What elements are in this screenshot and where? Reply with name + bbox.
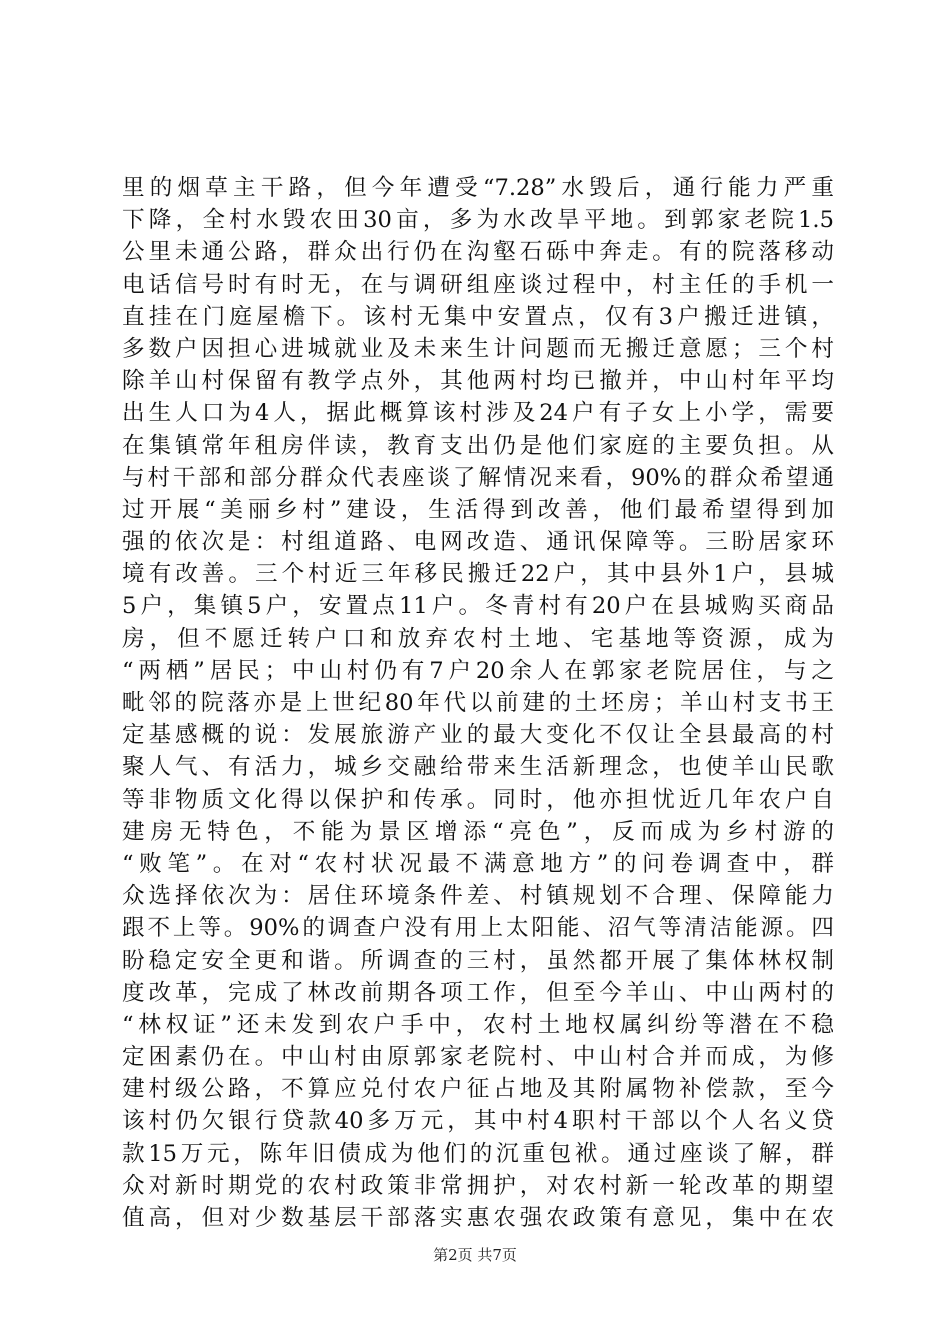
text-line: 跟不上等。90%的调查户没有用上太阳能、沼气等清洁能源。四 bbox=[122, 915, 834, 942]
text-line: 建房无特色，不能为景区增添“亮色”，反而成为乡村游的 bbox=[122, 818, 834, 845]
text-line: “两栖”居民；中山村仍有7户20余人在郭家老院居住，与之 bbox=[122, 657, 834, 684]
text-line: 里的烟草主干路，但今年遭受“7.28”水毁后，通行能力严重 bbox=[122, 175, 834, 201]
page-footer: 第2页 共7页 bbox=[433, 1246, 517, 1264]
text-line: 房，但不愿迁转户口和放弃农村土地、宅基地等资源，成为 bbox=[122, 625, 834, 652]
text-line: 下降，全村水毁农田30亩，多为水改旱平地。到郭家老院1.5 bbox=[122, 207, 834, 234]
text-line: 众对新时期党的农村政策非常拥护，对农村新一轮改革的期望 bbox=[122, 1172, 834, 1199]
text-line: 过开展“美丽乡村”建设，生活得到改善，他们最希望得到加 bbox=[122, 496, 834, 523]
text-line: 公里未通公路，群众出行仍在沟壑石砾中奔走。有的院落移动 bbox=[122, 239, 834, 266]
text-line: 款15万元，陈年旧债成为他们的沉重包袱。通过座谈了解，群 bbox=[122, 1140, 834, 1167]
text-line: 出生人口为4人，据此概算该村涉及24户有子女上小学，需要 bbox=[122, 400, 834, 427]
text-line: “林权证”还未发到农户手中，农村土地权属纠纷等潜在不稳 bbox=[122, 1011, 834, 1038]
text-line: 强的依次是：村组道路、电网改造、通讯保障等。三盼居家环 bbox=[122, 529, 834, 556]
text-line: 与村干部和部分群众代表座谈了解情况来看，90%的群众希望通 bbox=[122, 464, 834, 491]
text-line: 聚人气、有活力，城乡交融给带来生活新理念，也使羊山民歌 bbox=[122, 754, 834, 781]
text-line: 定困素仍在。中山村由原郭家老院村、中山村合并而成，为修 bbox=[122, 1044, 834, 1071]
text-line: 建村级公路，不算应兑付农户征占地及其附属物补偿款，至今 bbox=[122, 1076, 834, 1103]
text-line: 等非物质文化得以保护和传承。同时，他亦担忧近几年农户自 bbox=[122, 786, 834, 813]
text-line: “败笔”。在对“农村状况最不满意地方”的问卷调查中，群 bbox=[122, 850, 834, 877]
text-line: 定基感概的说：发展旅游产业的最大变化不仅让全县最高的村 bbox=[122, 722, 834, 749]
text-line: 毗邻的院落亦是上世纪80年代以前建的土坯房；羊山村支书王 bbox=[122, 690, 834, 716]
text-line: 众选择依次为：居住环境条件差、村镇规划不合理、保障能力 bbox=[122, 883, 834, 910]
text-line: 该村仍欠银行贷款40多万元，其中村4职村干部以个人名义贷 bbox=[122, 1108, 834, 1135]
text-line: 电话信号时有时无，在与调研组座谈过程中，村主任的手机一 bbox=[122, 271, 834, 298]
text-line: 5户，集镇5户，安置点11户。冬青村有20户在县城购买商品 bbox=[122, 593, 834, 620]
text-line: 除羊山村保留有教学点外，其他两村均已撤并，中山村年平均 bbox=[122, 368, 834, 395]
text-line: 值高，但对少数基层干部落实惠农强农政策有意见，集中在农 bbox=[122, 1205, 834, 1231]
text-line: 境有改善。三个村近三年移民搬迁22户，其中县外1户，县城 bbox=[122, 561, 834, 588]
text-line: 度改革，完成了林改前期各项工作，但至今羊山、中山两村的 bbox=[122, 979, 834, 1006]
text-line: 在集镇常年租房伴读，教育支出仍是他们家庭的主要负担。从 bbox=[122, 432, 834, 459]
text-line: 直挂在门庭屋檐下。该村无集中安置点，仅有3户搬迁进镇， bbox=[122, 303, 834, 330]
body-text bbox=[122, 172, 834, 1234]
text-line: 盼稳定安全更和谐。所调查的三村，虽然都开展了集体林权制 bbox=[122, 947, 834, 974]
text-line: 多数户因担心进城就业及未来生计问题而无搬迁意愿；三个村 bbox=[122, 335, 834, 362]
